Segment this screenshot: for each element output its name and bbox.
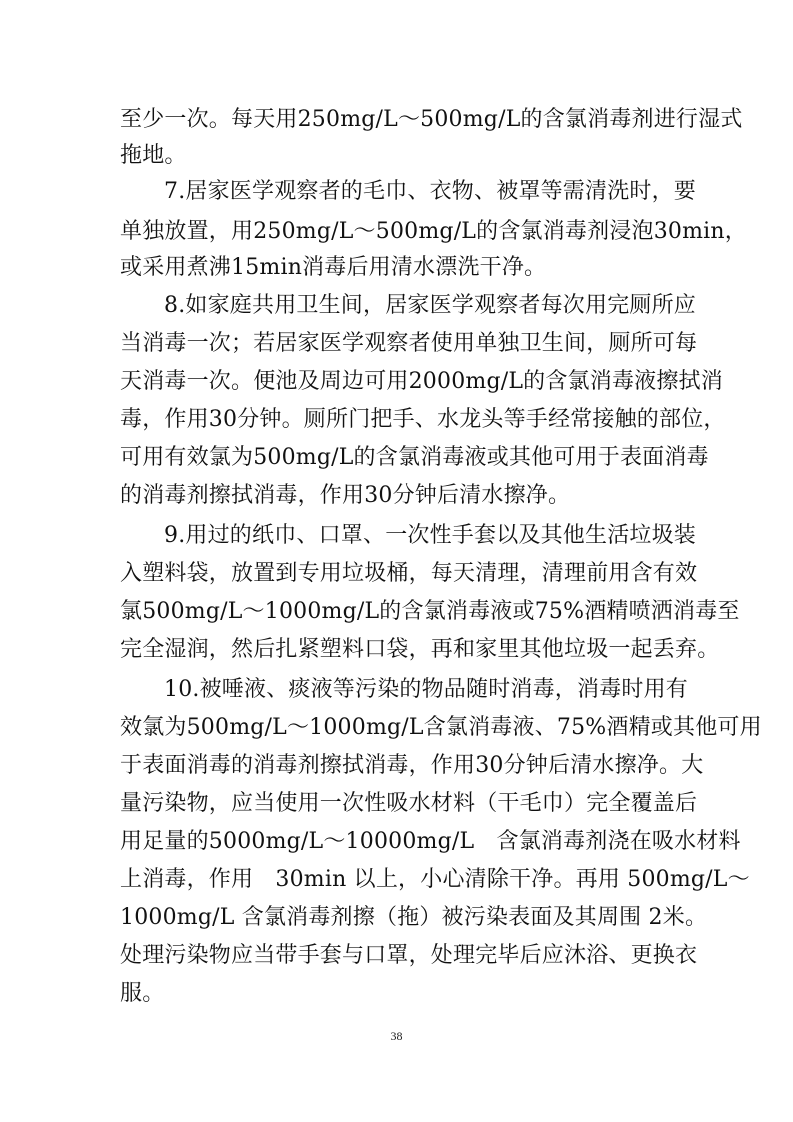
- paragraph-line: 量污染物，应当使用一次性吸水材料（干毛巾）完全覆盖后: [120, 791, 698, 816]
- paragraph-line: 或采用煮沸15min消毒后用清水漂洗干净。: [120, 255, 547, 280]
- paragraph-line: 的消毒剂擦拭消毒，作用30分钟后清水擦净。: [120, 483, 571, 508]
- paragraph-line: 单独放置，用250mg/L～500mg/L的含氯消毒剂浸泡30min，: [120, 219, 747, 244]
- page-number: 38: [390, 1029, 403, 1043]
- paragraph-line: 上消毒，作用 30min 以上，小心清除干净。再用 500mg/L～: [120, 867, 750, 892]
- paragraph-line: 8.如家庭共用卫生间，居家医学观察者每次用完厕所应: [164, 293, 696, 318]
- paragraph-line: 天消毒一次。便池及周边可用2000mg/L的含氯消毒液擦拭消: [120, 369, 723, 394]
- paragraph-line: 处理污染物应当带手套与口罩，处理完毕后应沐浴、更换衣: [120, 943, 698, 968]
- paragraph-line: 7.居家医学观察者的毛巾、衣物、被罩等需清洗时，要: [164, 179, 696, 204]
- paragraph-line: 用足量的5000mg/L～10000mg/L 含氯消毒剂浇在吸水材料: [120, 829, 741, 854]
- paragraph-line: 9.用过的纸巾、口罩、一次性手套以及其他生活垃圾装: [164, 523, 696, 548]
- paragraph-line: 至少一次。每天用250mg/L～500mg/L的含氯消毒剂进行湿式: [120, 107, 743, 132]
- paragraph-line: 于表面消毒的消毒剂擦拭消毒，作用30分钟后清水擦净。大: [120, 753, 704, 778]
- paragraph-line: 完全湿润，然后扎紧塑料口袋，再和家里其他垃圾一起丢弃。: [120, 637, 720, 662]
- paragraph-line: 氯500mg/L～1000mg/L的含氯消毒液或75%酒精喷洒消毒至: [120, 599, 740, 624]
- paragraph-line: 可用有效氯为500mg/L的含氯消毒液或其他可用于表面消毒: [120, 445, 709, 470]
- paragraph-line: 1000mg/L 含氯消毒剂擦（拖）被污染表面及其周围 2米。: [120, 905, 708, 930]
- paragraph-line: 毒，作用30分钟。厕所门把手、水龙头等手经常接触的部位，: [120, 407, 726, 432]
- paragraph-line: 入塑料袋，放置到专用垃圾桶，每天清理，清理前用含有效: [120, 561, 698, 586]
- paragraph-line: 服。: [120, 981, 165, 1006]
- paragraph-line: 当消毒一次；若居家医学观察者使用单独卫生间，厕所可每: [120, 331, 698, 356]
- paragraph-line: 10.被唾液、痰液等污染的物品随时消毒，消毒时用有: [164, 677, 688, 702]
- paragraph-line: 拖地。: [120, 143, 187, 168]
- paragraph-line: 效氯为500mg/L～1000mg/L含氯消毒液、75%酒精或其他可用: [120, 715, 762, 740]
